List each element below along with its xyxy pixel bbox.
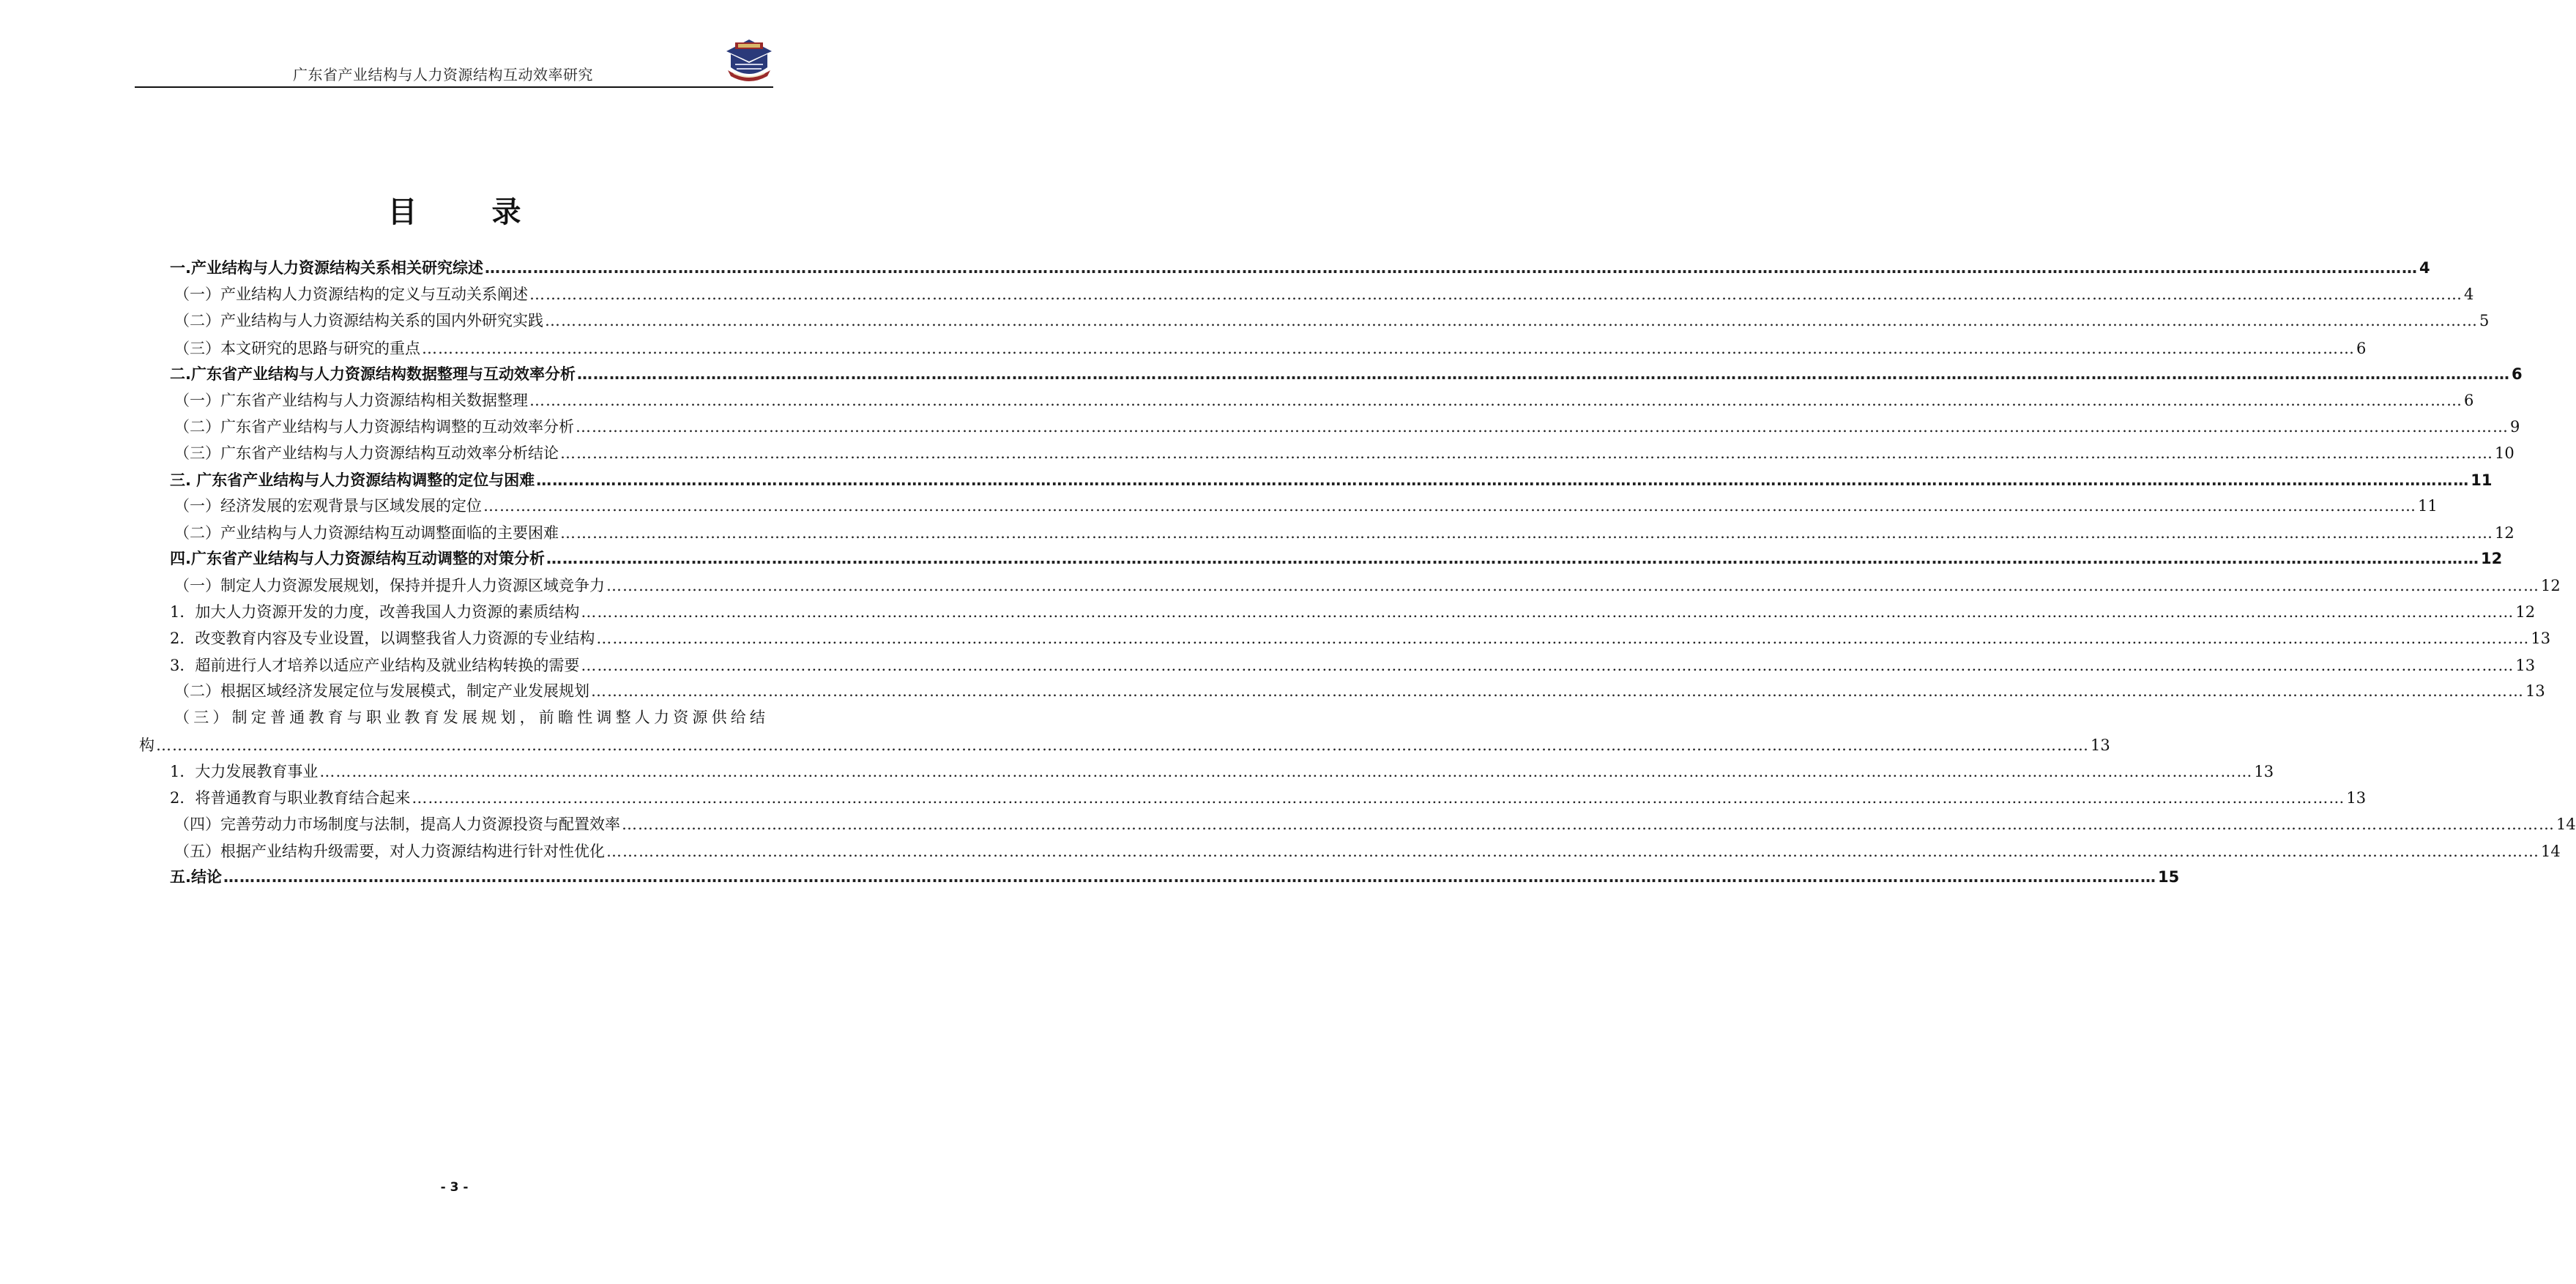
university-crest-icon: [723, 35, 775, 85]
toc-entry-page: 12: [2495, 524, 2514, 542]
toc-entry-label: （三）广东省产业结构与人力资源结构互动效率分析结论: [174, 444, 559, 462]
toc-entry-label: （一）广东省产业结构与人力资源结构相关数据整理: [174, 392, 528, 409]
toc-entry[interactable]: [170, 628, 2551, 650]
toc-leader-dots: ………………………………………………………………………………………………………………………………………………………………………………………………………………………………………………………………………………………………………………………………: [545, 312, 2478, 329]
toc-leader-dots: ………………………………………………………………………………………………………………………………………………………………………………………………………………………………………………………………………………………………………………………………: [156, 736, 2089, 754]
toc-leader-dots: ………………………………………………………………………………………………………………………………………………………………………………………………………………………………………………………………………………………………………………………………: [596, 630, 2530, 647]
toc-entry[interactable]: [170, 655, 2536, 677]
toc-leader-dots: ………………………………………………………………………………………………………………………………………………………………………………………………………………………………………………………………………………………………………………………………: [606, 843, 2539, 860]
toc-entry-page: 11: [2471, 471, 2493, 489]
toc-entry-label: 2．将普通教育与职业教育结合起来: [170, 789, 411, 807]
toc-entry-page: 13: [2525, 682, 2545, 700]
toc-entry[interactable]: [174, 390, 2474, 412]
toc-entry-page: 13: [2346, 789, 2367, 807]
toc-entry-label: 构: [139, 736, 155, 754]
toc-entry-page: 14: [2541, 843, 2561, 860]
toc-entry-label: 四.广东省产业结构与人力资源结构互动调整的对策分析: [170, 550, 545, 567]
toc-entry-page: 5: [2479, 312, 2490, 329]
toc-entry[interactable]: [170, 548, 2503, 570]
toc-leader-dots: ………………………………………………………………………………………………………………………………………………………………………………………………………………………………………………………………………………………………………………………………: [581, 603, 2514, 621]
toc-leader-dots: ………………………………………………………………………………………………………………………………………………………………………………………………………………………………………………………………………………………………………………………………: [560, 444, 2493, 462]
toc-entry-page: 12: [2541, 577, 2561, 594]
toc-entry[interactable]: [174, 841, 2561, 863]
running-header-title: 广东省产业结构与人力资源结构互动效率研究: [293, 66, 593, 83]
toc-entry-page: 9: [2510, 418, 2520, 436]
page-number: - 3 -: [440, 1180, 469, 1195]
toc-entry-label: （三）本文研究的思路与研究的重点: [174, 340, 420, 357]
toc-entry-label: 三. 广东省产业结构与人力资源结构调整的定位与困难: [170, 471, 535, 489]
toc-entry-label: （一）产业结构人力资源结构的定义与互动关系阐述: [174, 285, 528, 303]
toc-entry[interactable]: [170, 602, 2536, 624]
toc-entry-page: 6: [2511, 365, 2523, 383]
toc-entry[interactable]: [170, 364, 2523, 386]
toc-entry-label: 一.产业结构与人力资源结构关系相关研究综述: [170, 259, 483, 277]
toc-entry[interactable]: [170, 761, 2274, 783]
toc-entry[interactable]: [174, 575, 2561, 597]
toc-entry-label: 1．加大人力资源开发的力度，改善我国人力资源的素质结构: [170, 603, 580, 621]
toc-entry[interactable]: [174, 310, 2490, 332]
toc-leader-dots: ………………………………………………………………………………………………………………………………………………………………………………………………………………………………………………………………………………………………………………………………: [576, 365, 2510, 383]
toc-leader-dots: ………………………………………………………………………………………………………………………………………………………………………………………………………………………………………………………………………………………………………………………………: [529, 392, 2463, 409]
toc-leader-dots: ………………………………………………………………………………………………………………………………………………………………………………………………………………………………………………………………………………………………………………………………: [223, 868, 2156, 886]
toc-leader-dots: ………………………………………………………………………………………………………………………………………………………………………………………………………………………………………………………………………………………………………………………………: [546, 550, 2479, 567]
toc-leader-dots: ………………………………………………………………………………………………………………………………………………………………………………………………………………………………………………………………………………………………………………………………: [319, 763, 2253, 780]
toc-entry-label: （二）产业结构与人力资源结构互动调整面临的主要困难: [174, 524, 559, 542]
toc-entry[interactable]: [170, 470, 2493, 492]
toc-entry-page: 10: [2495, 444, 2514, 462]
toc-entry-label: 1．大力发展教育事业: [170, 763, 319, 780]
toc-entry[interactable]: [174, 814, 2576, 836]
toc-entry-label: （二）根据区域经济发展定位与发展模式，制定产业发展规划: [174, 682, 589, 700]
toc-leader-dots: ………………………………………………………………………………………………………………………………………………………………………………………………………………………………………………………………………………………………………………………………: [560, 524, 2493, 542]
toc-entry[interactable]: [174, 417, 2520, 438]
toc-entry[interactable]: [174, 523, 2514, 545]
toc-entry-page: 6: [2356, 340, 2367, 357]
toc-entry[interactable]: [174, 284, 2474, 306]
toc-entry-label: （五）根据产业结构升级需要，对人力资源结构进行针对性优化: [174, 843, 605, 860]
toc-entry-label: （一）经济发展的宏观背景与区域发展的定位: [174, 497, 482, 515]
toc-leader-dots: ………………………………………………………………………………………………………………………………………………………………………………………………………………………………………………………………………………………………………………………………: [483, 497, 2416, 515]
toc-entry-label: 五.结论: [170, 868, 222, 886]
toc-leader-dots: ………………………………………………………………………………………………………………………………………………………………………………………………………………………………………………………………………………………………………………………………: [536, 471, 2470, 489]
header-rule: [135, 86, 773, 88]
toc-entry[interactable]: [170, 788, 2367, 810]
toc-entry-page: 13: [2531, 630, 2551, 647]
toc-heading: 目 录: [387, 195, 554, 229]
toc-entry-page: 14: [2556, 815, 2576, 833]
toc-entry[interactable]: [170, 867, 2180, 889]
toc-entry-page: 13: [2091, 736, 2110, 754]
toc-leader-dots: ………………………………………………………………………………………………………………………………………………………………………………………………………………………………………………………………………………………………………………………………: [622, 815, 2555, 833]
toc-entry[interactable]: [174, 681, 2545, 703]
toc-entry[interactable]: [174, 338, 2367, 360]
toc-leader-dots: ………………………………………………………………………………………………………………………………………………………………………………………………………………………………………………………………………………………………………………………………: [581, 657, 2514, 674]
toc-entry[interactable]: [174, 443, 2514, 465]
toc-entry-wrapped-first-line: （三）制定普通教育与职业教育发展规划，前瞻性调整人力资源供给结: [174, 709, 770, 726]
toc-leader-dots: ………………………………………………………………………………………………………………………………………………………………………………………………………………………………………………………………………………………………………………………………: [422, 340, 2355, 357]
toc-entry-page: 4: [2464, 285, 2474, 303]
toc-entry-page: 13: [2515, 657, 2536, 674]
toc-leader-dots: ………………………………………………………………………………………………………………………………………………………………………………………………………………………………………………………………………………………………………………………………: [529, 285, 2463, 303]
toc-leader-dots: ………………………………………………………………………………………………………………………………………………………………………………………………………………………………………………………………………………………………………………………………: [484, 259, 2418, 277]
toc-entry-page: 11: [2418, 497, 2438, 515]
toc-entry-label: 3．超前进行人才培养以适应产业结构及就业结构转换的需要: [170, 657, 580, 674]
toc-entry-page: 15: [2157, 868, 2180, 886]
toc-entry-page: 6: [2464, 392, 2474, 409]
toc-entry[interactable]: [139, 735, 2110, 757]
toc-entry-label: 2．改变教育内容及专业设置，以调整我省人力资源的专业结构: [170, 630, 595, 647]
toc-entry-label: 二.广东省产业结构与人力资源结构数据整理与互动效率分析: [170, 365, 576, 383]
toc-leader-dots: ………………………………………………………………………………………………………………………………………………………………………………………………………………………………………………………………………………………………………………………………: [412, 789, 2345, 807]
toc-entry[interactable]: [170, 258, 2430, 280]
toc-entry-page: 12: [2515, 603, 2536, 621]
toc-entry-page: 12: [2480, 550, 2503, 567]
toc-entry-page: 13: [2254, 763, 2274, 780]
toc-entry-page: 4: [2419, 259, 2430, 277]
toc-entry[interactable]: [174, 496, 2438, 518]
toc-entry-label: （一）制定人力资源发展规划，保持并提升人力资源区域竞争力: [174, 577, 605, 594]
toc-entry-label: （二）广东省产业结构与人力资源结构调整的互动效率分析: [174, 418, 574, 436]
toc-entry-label: （四）完善劳动力市场制度与法制，提高人力资源投资与配置效率: [174, 815, 620, 833]
toc-leader-dots: ………………………………………………………………………………………………………………………………………………………………………………………………………………………………………………………………………………………………………………………………: [606, 577, 2539, 594]
toc-entry-label: （二）产业结构与人力资源结构关系的国内外研究实践: [174, 312, 543, 329]
toc-leader-dots: ………………………………………………………………………………………………………………………………………………………………………………………………………………………………………………………………………………………………………………………………: [591, 682, 2524, 700]
toc-leader-dots: ………………………………………………………………………………………………………………………………………………………………………………………………………………………………………………………………………………………………………………………………: [576, 418, 2509, 436]
